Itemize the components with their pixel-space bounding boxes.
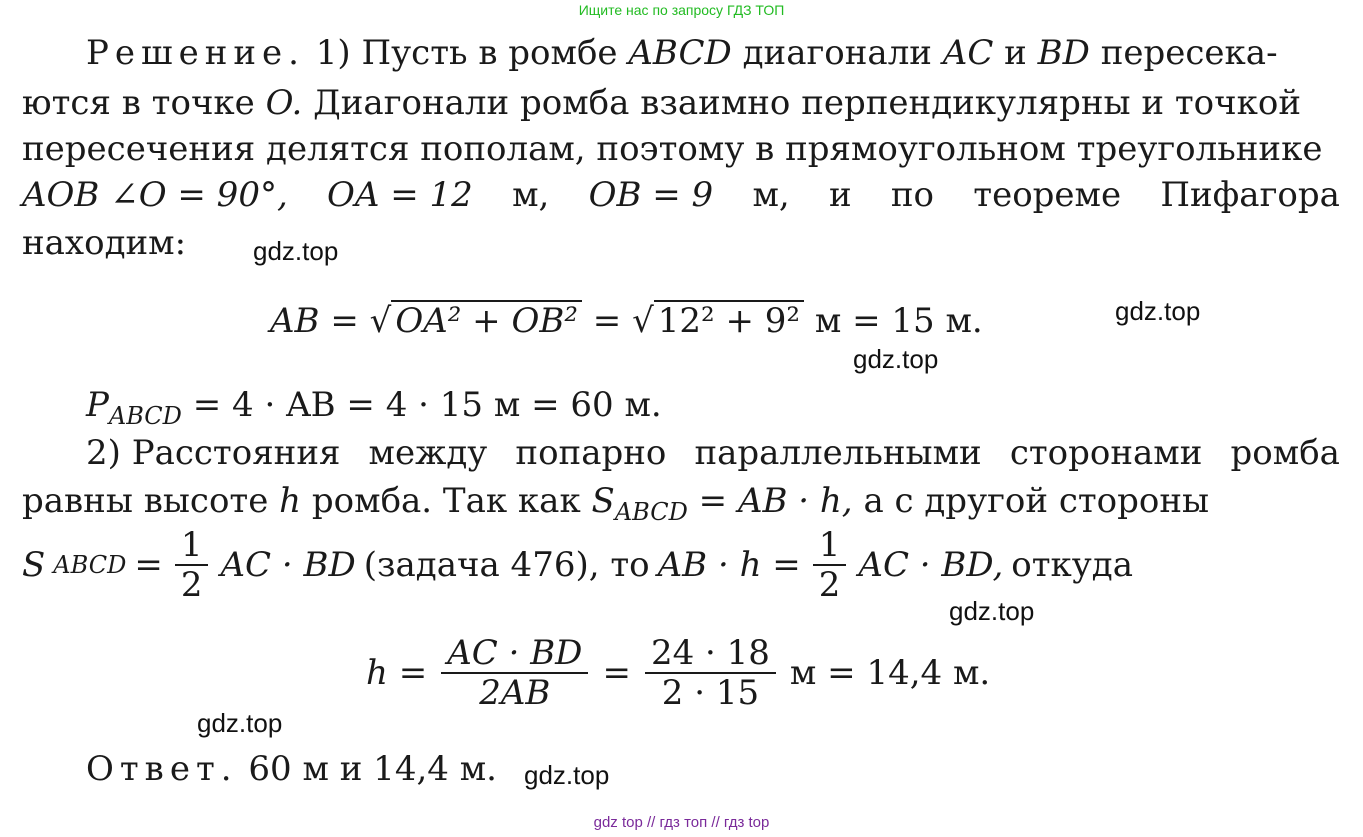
math: S: [591, 481, 615, 521]
numerator: 1: [175, 528, 209, 566]
text: Диагонали ромба взаимно перпендикулярны и точкой: [313, 83, 1302, 123]
formula-perimeter: [86, 385, 662, 430]
fraction-half: [813, 525, 847, 605]
watermark-text: gdz.top: [949, 596, 1035, 626]
text: пересека-: [1100, 33, 1278, 73]
watermark-text: gdz.top: [197, 708, 283, 738]
text: 1) Пусть в ромбе: [315, 33, 618, 73]
text: попарно: [515, 433, 667, 473]
math: h: [279, 481, 302, 521]
numerator: AC · BD: [441, 636, 588, 674]
answer-text: 60 м и 14,4 м.: [248, 749, 497, 789]
text: откуда: [1011, 545, 1134, 585]
math: OA = 12: [327, 175, 473, 215]
solution-line-1: [86, 33, 1278, 73]
subscript: ABCD: [614, 498, 688, 526]
text: пересечения делятся пополам, поэтому в прямоугольном треугольнике: [22, 129, 1323, 169]
denominator: 2AB: [479, 673, 551, 713]
solution-line-5: [22, 223, 187, 263]
math: AB = √: [270, 301, 392, 341]
text: находим:: [22, 223, 187, 263]
math: ABCD: [628, 33, 732, 73]
text: м = 15 м.: [814, 301, 983, 341]
text: теореме: [973, 175, 1122, 215]
text: равны высоте: [22, 481, 269, 521]
watermark-text: gdz.top: [1115, 296, 1201, 326]
solution-line-4: [22, 175, 1340, 215]
math: AC · BD: [220, 545, 356, 585]
denominator: 2: [180, 565, 203, 605]
text: ются в точке: [22, 83, 255, 123]
math: O.: [265, 83, 303, 123]
solution-line-9: [22, 525, 1134, 605]
solution-label: Решение.: [86, 33, 305, 73]
math: = 4 · AB = 4 · 15 м = 60 м.: [192, 385, 662, 425]
fraction: [441, 633, 588, 713]
search-banner[interactable]: Ищите нас по запросу ГДЗ ТОП: [578, 2, 785, 18]
math: =: [134, 545, 163, 585]
radicand: 12² + 9²: [654, 300, 804, 338]
math: = √: [592, 301, 654, 341]
text: и: [828, 175, 852, 215]
watermark-text: gdz.top: [853, 344, 939, 374]
text: а с другой стороны: [863, 481, 1210, 521]
math: OB = 9: [588, 175, 714, 215]
solution-line-7: [86, 433, 1340, 473]
solution-line-3: [22, 129, 1323, 169]
text: 2) Расстояния: [86, 433, 341, 473]
text: ромба. Так как: [311, 481, 581, 521]
solution-line-8: [22, 481, 1210, 526]
footer-links[interactable]: gdz top // гдз топ // гдз top: [593, 814, 770, 831]
text: Пифагора: [1160, 175, 1340, 215]
math: =: [602, 653, 631, 693]
text: диагонали: [742, 33, 932, 73]
text: и: [1004, 33, 1027, 73]
numerator: 24 · 18: [645, 636, 776, 674]
subscript: ABCD: [53, 551, 127, 579]
math: AOB ∠O = 90°,: [22, 175, 288, 215]
text: параллельными: [694, 433, 982, 473]
text: м = 14,4 м.: [789, 653, 991, 693]
math: BD: [1037, 33, 1090, 73]
answer-line: [86, 749, 497, 789]
text: м,: [752, 175, 790, 215]
radicand: OA² + OB²: [391, 300, 582, 338]
subscript: ABCD: [108, 402, 182, 430]
math: AB · h =: [657, 545, 801, 585]
text: (задача 476), то: [363, 545, 650, 585]
answer-label: Ответ.: [86, 749, 238, 789]
numerator: 1: [813, 528, 847, 566]
text: м,: [512, 175, 550, 215]
text: по: [890, 175, 935, 215]
watermark-text: gdz.top: [524, 760, 610, 790]
math: S: [22, 545, 46, 585]
solution-line-2: [22, 83, 1302, 123]
math: AC: [942, 33, 994, 73]
math: P: [86, 385, 109, 425]
formula-height: [366, 633, 991, 713]
denominator: 2: [818, 565, 841, 605]
fraction-half: [175, 525, 209, 605]
text: ромба: [1230, 433, 1340, 473]
text: сторонами: [1009, 433, 1203, 473]
watermark-text: gdz.top: [253, 236, 339, 266]
text: между: [368, 433, 488, 473]
formula-ab: [270, 300, 983, 341]
math: AC · BD,: [858, 545, 1004, 585]
math: h =: [366, 653, 428, 693]
math: = AB · h,: [698, 481, 853, 521]
fraction: [645, 633, 776, 713]
denominator: 2 · 15: [661, 673, 760, 713]
